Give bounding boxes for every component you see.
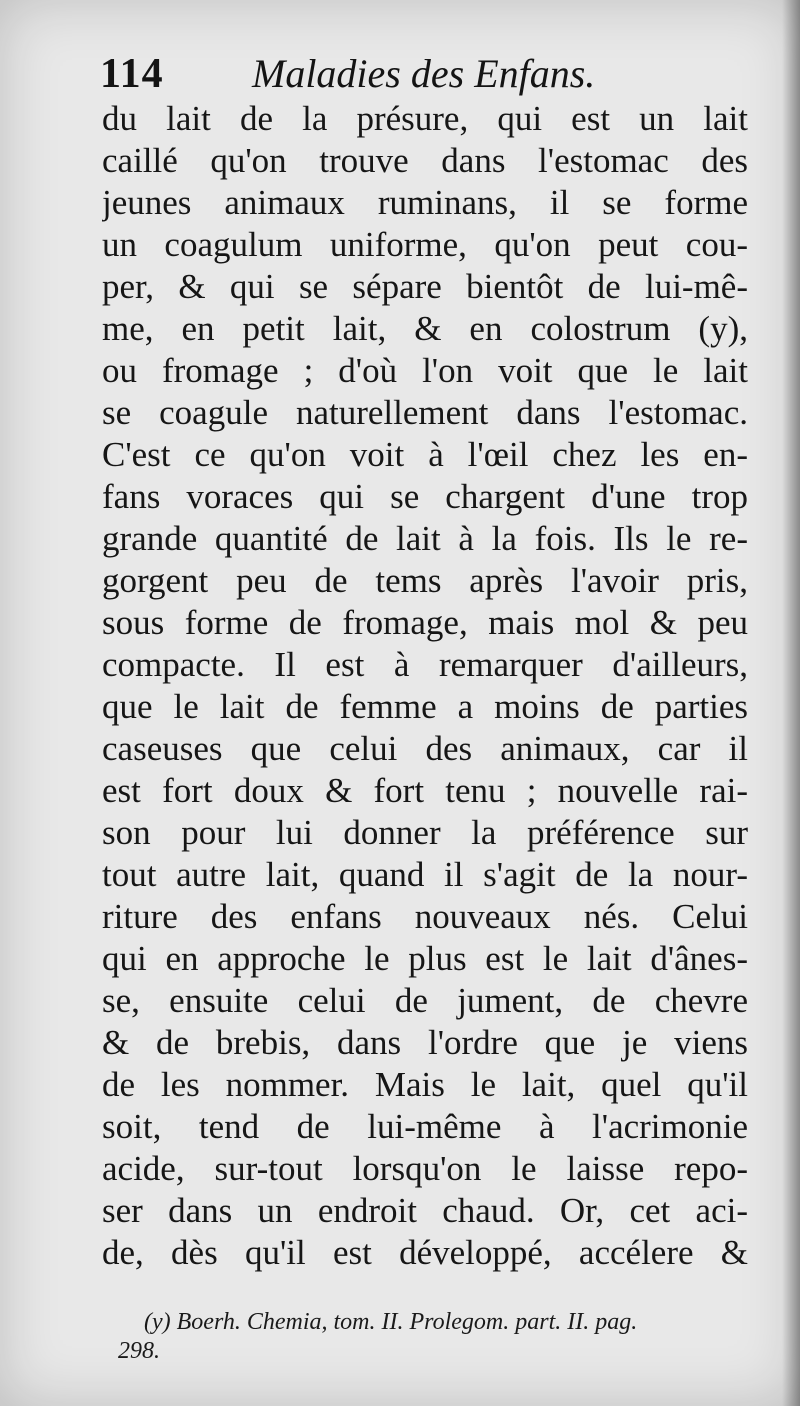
footnote-continuation: 298. [118,1338,160,1364]
text-line: tout autre lait, quand il s'agit de la nour- [102,855,748,894]
text-line: riture des enfans nouveaux nés. Celui [102,897,748,936]
text-line: se coagule naturellement dans l'estomac. [102,393,748,432]
text-line: jeunes animaux ruminans, il se forme [102,183,748,222]
page-number: 114 [100,51,164,97]
text-line: grande quantité de lait à la fois. Ils le re- [102,519,748,558]
text-line: ser dans un endroit chaud. Or, cet aci- [102,1191,748,1230]
text-line: & de brebis, dans l'ordre que je viens [102,1023,748,1062]
body-text [102,98,748,1274]
text-line: un coagulum uniforme, qu'on peut cou- [102,225,748,264]
footnote: (y) Boerh. Chemia, tom. II. Prolegom. part. II. pag. [144,1309,638,1335]
running-title: Maladies des Enfans. [252,51,596,96]
text-line: per, & qui se sépare bientôt de lui-mê- [102,267,748,306]
text-line: fans voraces qui se chargent d'une trop [102,477,748,516]
text-line: caillé qu'on trouve dans l'estomac des [102,141,748,180]
text-line: caseuses que celui des animaux, car il [102,729,748,768]
text-line: compacte. Il est à remarquer d'ailleurs, [102,645,748,684]
text-line: de les nommer. Mais le lait, quel qu'il [102,1065,748,1104]
text-line: son pour lui donner la préférence sur [102,813,748,852]
page-header [100,50,720,98]
text-line: C'est ce qu'on voit à l'œil chez les en- [102,435,748,474]
text-line: de, dès qu'il est développé, accélere & [102,1233,748,1272]
text-line: sous forme de fromage, mais mol & peu [102,603,748,642]
text-line: ou fromage ; d'où l'on voit que le lait [102,351,748,390]
text-line: du lait de la présure, qui est un lait [102,99,748,138]
text-line: me, en petit lait, & en colostrum (y), [102,309,748,348]
text-line: se, ensuite celui de jument, de chevre [102,981,748,1020]
text-line: qui en approche le plus est le lait d'ânes- [102,939,748,978]
text-line: gorgent peu de tems après l'avoir pris, [102,561,748,600]
text-line: acide, sur-tout lorsqu'on le laisse repo- [102,1149,748,1188]
text-line: est fort doux & fort tenu ; nouvelle rai- [102,771,748,810]
text-line: que le lait de femme a moins de parties [102,687,748,726]
text-line: soit, tend de lui-même à l'acrimonie [102,1107,748,1146]
